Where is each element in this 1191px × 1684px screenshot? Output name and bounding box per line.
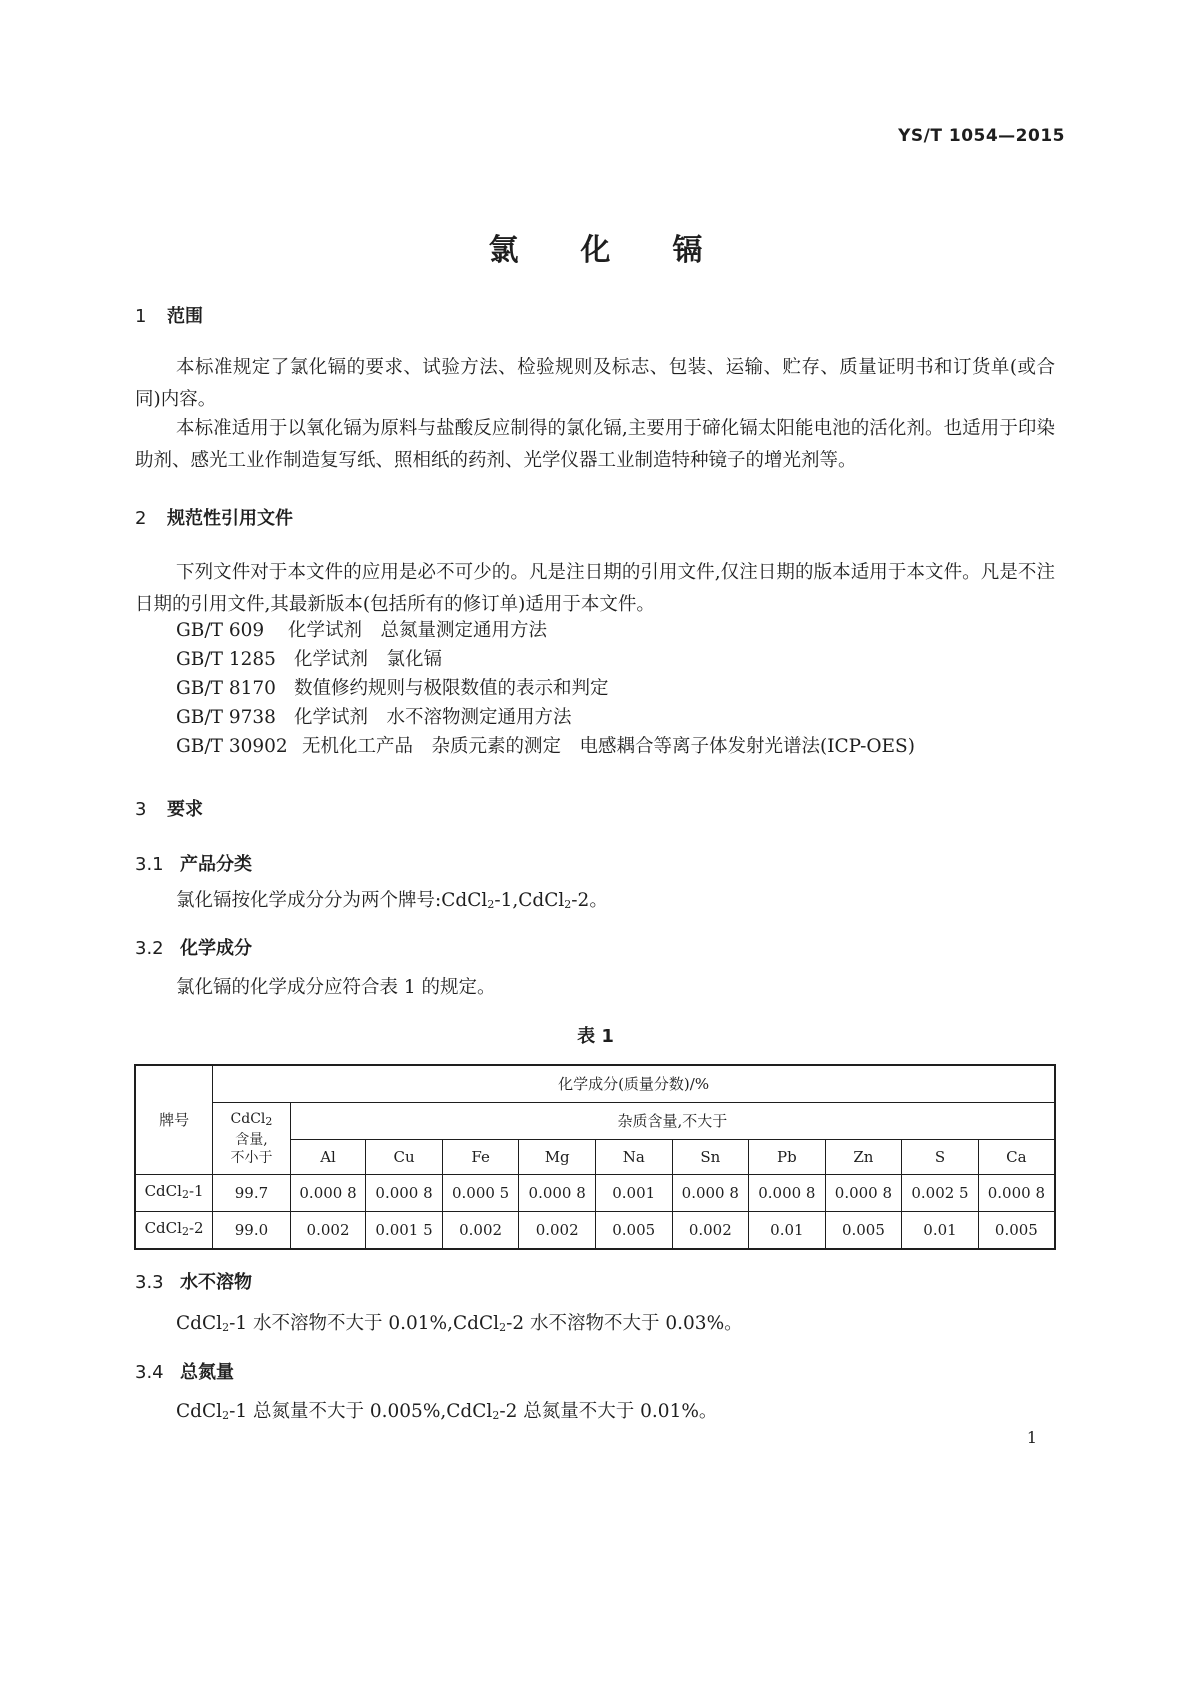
impurity-value: 0.000 8 (978, 1175, 1055, 1212)
section-3-heading (135, 795, 203, 821)
text-fragment: CdCl (176, 1401, 223, 1422)
impurity-value: 0.000 8 (749, 1175, 826, 1212)
element-header: Zn (825, 1140, 902, 1175)
element-header: Al (290, 1140, 365, 1175)
element-header: S (902, 1140, 979, 1175)
impurity-value: 0.005 (978, 1212, 1055, 1250)
text-fragment: -1 总氮量不大于 0.005%,CdCl (229, 1401, 493, 1422)
subscript: 2 (487, 898, 495, 911)
text-fragment: 不小于 (230, 1150, 273, 1166)
section-3-3-heading (135, 1268, 252, 1294)
subscript: 2 (222, 1409, 230, 1422)
cdcl2-value: 99.7 (213, 1175, 291, 1212)
text-fragment: -2 总氮量不大于 0.01%。 (499, 1401, 718, 1422)
element-header: Na (595, 1140, 672, 1175)
impurity-value: 0.001 5 (366, 1212, 443, 1250)
impurity-value: 0.000 8 (290, 1175, 365, 1212)
reference-item (176, 733, 915, 761)
section-number: 2 (135, 508, 147, 529)
reference-title: 数值修约规则与极限数值的表示和判定 (294, 678, 609, 699)
reference-title: 化学试剂 总氮量测定通用方法 (288, 620, 548, 641)
impurity-value: 0.000 8 (672, 1175, 749, 1212)
impurity-value: 0.005 (825, 1212, 902, 1250)
text-fragment: CdCl (144, 1182, 182, 1200)
impurity-value: 0.000 5 (442, 1175, 519, 1212)
impurity-header: 杂质含量,不大于 (290, 1103, 1055, 1140)
section-title: 范围 (167, 306, 203, 327)
reference-code: GB/T 8170 (176, 678, 276, 699)
reference-item (176, 646, 442, 674)
section-1-paragraph-2: 本标准适用于以氧化镉为原料与盐酸反应制得的氯化镉,主要用于碲化镉太阳能电池的活化剂。也适用于印染助剂、感光工业作制造复写纸、照相纸的药剂、光学仪器工业制造特种镜子的增光剂等。 (135, 418, 1055, 471)
text-fragment: -1 (188, 1182, 204, 1200)
standard-code: YS/T 1054—2015 (898, 126, 1065, 146)
subscript: 2 (222, 1321, 230, 1334)
text-fragment: -1,CdCl (494, 890, 565, 911)
reference-code: GB/T 609 (176, 620, 265, 641)
element-header: Sn (672, 1140, 749, 1175)
section-2-paragraph: 下列文件对于本文件的应用是必不可少的。凡是注日期的引用文件,仅注日期的版本适用于本文件。凡是不注日期的引用文件,其最新版本(包括所有的修订单)适用于本文件。 (135, 562, 1055, 615)
section-title: 规范性引用文件 (167, 508, 293, 529)
section-number: 3.1 (135, 854, 164, 875)
section-3-2-heading (135, 934, 252, 960)
document-title: 氯化镉 (488, 233, 765, 268)
subscript: 2 (564, 898, 572, 911)
reference-code: GB/T 9738 (176, 707, 276, 728)
table-row (135, 1175, 1055, 1212)
impurity-value: 0.002 (672, 1212, 749, 1250)
section-title: 化学成分 (180, 938, 252, 959)
impurity-value: 0.002 (519, 1212, 596, 1250)
text-fragment: -2 (188, 1219, 204, 1237)
section-title: 产品分类 (180, 854, 252, 875)
section-number: 3.4 (135, 1362, 164, 1383)
element-header: Fe (442, 1140, 519, 1175)
impurity-value: 0.001 (595, 1175, 672, 1212)
element-header: Cu (366, 1140, 443, 1175)
section-number: 3 (135, 799, 147, 820)
section-title: 水不溶物 (180, 1272, 252, 1293)
element-header: Mg (519, 1140, 596, 1175)
section-1-heading (135, 302, 203, 328)
reference-code: GB/T 1285 (176, 649, 276, 670)
subscript: 2 (499, 1321, 507, 1334)
impurity-value: 0.000 8 (825, 1175, 902, 1212)
reference-title: 化学试剂 氯化镉 (294, 649, 443, 670)
section-2-heading (135, 504, 293, 530)
page-number: 1 (1026, 1428, 1037, 1447)
subscript: 2 (181, 1188, 189, 1201)
section-title: 要求 (167, 799, 203, 820)
reference-item (176, 617, 547, 645)
section-title: 总氮量 (180, 1362, 234, 1383)
table-row (135, 1212, 1055, 1250)
section-3-4-heading (135, 1358, 234, 1384)
subscript: 2 (492, 1409, 500, 1422)
subscript: 2 (181, 1225, 189, 1238)
subscript: 2 (265, 1115, 273, 1128)
reference-title: 化学试剂 水不溶物测定通用方法 (294, 707, 572, 728)
element-header: Ca (978, 1140, 1055, 1175)
text-fragment: 氯化镉按化学成分分为两个牌号:CdCl (176, 890, 488, 911)
reference-code: GB/T 30902 (176, 736, 288, 757)
text-fragment: CdCl (176, 1313, 223, 1334)
impurity-value: 0.002 (290, 1212, 365, 1250)
section-number: 1 (135, 306, 147, 327)
text-fragment: CdCl (230, 1111, 266, 1127)
grade-cell (135, 1175, 213, 1212)
section-3-1-heading (135, 850, 252, 876)
text-fragment: -2 水不溶物不大于 0.03%。 (506, 1313, 743, 1334)
section-3-1-text (176, 887, 608, 919)
text-fragment: CdCl (144, 1219, 182, 1237)
chemical-composition-table (134, 1064, 1056, 1250)
grade-header: 牌号 (135, 1065, 213, 1175)
text-fragment: 含量, (235, 1132, 268, 1148)
impurity-value: 0.002 (442, 1212, 519, 1250)
section-3-3-text (176, 1310, 743, 1342)
reference-title: 无机化工产品 杂质元素的测定 电感耦合等离子体发射光谱法(ICP-OES) (302, 736, 915, 757)
cdcl2-content-header (213, 1103, 291, 1175)
section-3-2-text: 氯化镉的化学成分应符合表 1 的规定。 (176, 977, 496, 998)
section-number: 3.2 (135, 938, 164, 959)
section-1-paragraph-1: 本标准规定了氯化镉的要求、试验方法、检验规则及标志、包装、运输、贮存、质量证明书和订货单(或合同)内容。 (135, 357, 1055, 410)
impurity-value: 0.002 5 (902, 1175, 979, 1212)
composition-header: 化学成分(质量分数)/% (213, 1065, 1055, 1103)
text-fragment: -1 水不溶物不大于 0.01%,CdCl (229, 1313, 500, 1334)
section-number: 3.3 (135, 1272, 164, 1293)
element-header: Pb (749, 1140, 826, 1175)
section-3-4-text (176, 1398, 717, 1430)
impurity-value: 0.000 8 (519, 1175, 596, 1212)
impurity-value: 0.01 (749, 1212, 826, 1250)
table-caption: 表 1 (577, 1026, 614, 1047)
impurity-value: 0.000 8 (366, 1175, 443, 1212)
text-fragment: -2。 (571, 890, 608, 911)
cdcl2-value: 99.0 (213, 1212, 291, 1250)
reference-item (176, 704, 572, 732)
impurity-value: 0.005 (595, 1212, 672, 1250)
reference-item (176, 675, 609, 703)
impurity-value: 0.01 (902, 1212, 979, 1250)
grade-cell (135, 1212, 213, 1250)
